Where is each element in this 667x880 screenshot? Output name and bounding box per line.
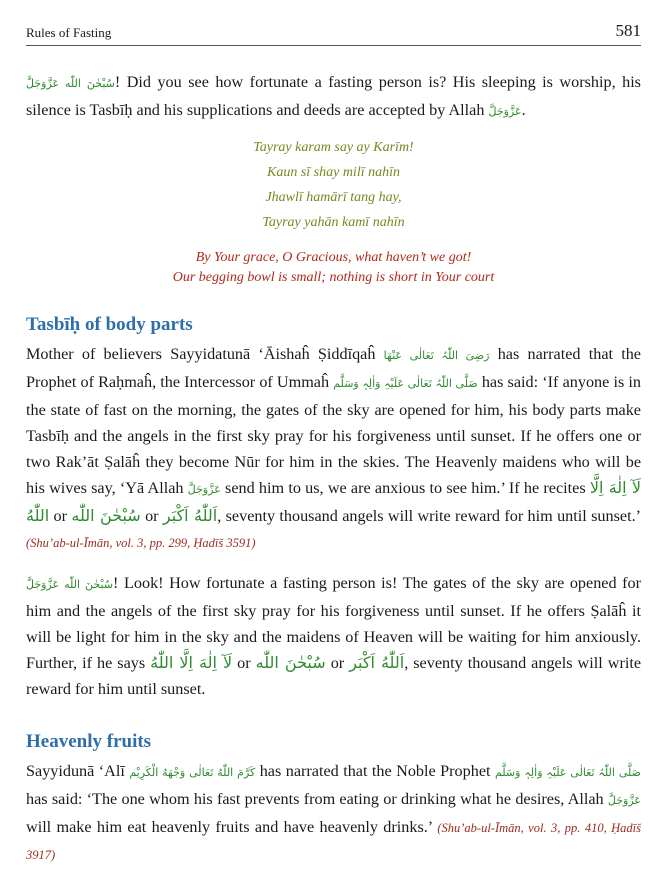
arabic-phrase: عَزَّوَجَلَّ [607,794,641,807]
arabic-phrase: كَرَّمَ اللّٰهُ تَعَالٰی وَجْهَهُ الْكَرِيْم [129,766,256,779]
arabic-phrase: سُبْحٰنَ اللّٰه عَزَّوَجَلَّ [26,578,114,591]
arabic-phrase: عَزَّوَجَلَّ [187,483,221,496]
hadith-reference: (Shu’ab-ul-Īmān, vol. 3, pp. 299, Ḥadīš 3591) [26,536,256,550]
hadith-reference: (Shu’ab-ul-Īmān, vol. 3, pp. 410, Ḥadīš 3917) [26,821,641,862]
poem-line: Tayray karam say ay Karīm! [253,140,414,155]
section-paragraph: Sayyidunā ‘Alī كَرَّمَ اللّٰهُ تَعَالٰی وَجْهَهُ الْكَرِيْم has narrated that the Noble Prophet صَلَّی اللّٰہُ تَعَالٰی عَلَیْہِ وَاٰلِہٖ وَسَلَّم has said: ‘The one whom his fast prevents from eating or drinking what he desires, Allah عَزَّوَجَلَّ will make him eat heavenly fruits and have heavenly drinks.’ (Shu’ab-ul-Īmān, vol. 3, pp. 410, Ḥadīš 3917) [26,762,641,862]
arabic-phrase: صَلَّی اللّٰہُ تَعَالٰی عَلَیْہِ وَاٰلِہٖ وَسَلَّم [494,766,641,779]
arabic-phrase: صَلَّی اللّٰہُ تَعَالٰی عَلَیْہِ وَاٰلِہٖ وَسَلَّم [333,377,478,390]
poem-line: Tayray yahān kamī nahīn [262,215,405,230]
arabic-phrase: لَآ اِلٰهَ اِلَّا اللّٰهُ [26,478,641,525]
translation-line: By Your grace, O Gracious, what haven’t we got! [195,250,472,265]
arabic-phrase: عَزَّوَجَلَّ [488,105,522,118]
section-heading: Heavenly fruits [26,731,152,752]
arabic-phrase: رَضِیَ اللّٰہُ تَعَالٰی عَنْھَا [383,349,490,362]
arabic-phrase: سُبْحٰنَ اللّٰه [255,653,326,672]
arabic-phrase: لَآ اِلٰهَ اِلَّا اللّٰهُ [150,653,233,672]
reflection-paragraph: سُبْحٰنَ اللّٰه عَزَّوَجَلَّ! Look! How fortunate a fasting person is! The gates of the sky are opened for him and the angels of the first sky pray for his forgiveness until sunset. If he offers Ṣalāĥ it will be light for him in the sky and the maidens of Heaven will be waiting for him anxiously. Further, if he says لَآ اِلٰهَ اِلَّا اللّٰهُ or سُبْحٰنَ اللّٰه or اَللّٰهُ اَكْبَر, seventy thousand angels will write reward for him until sunset. [26,574,642,698]
poem-line: Kaun sī shay milī nahīn [266,165,400,180]
translation-line: Our begging bowl is small; nothing is short in Your court [172,270,495,285]
poem [26,135,641,235]
arabic-phrase: اَللّٰهُ اَكْبَر [162,506,218,525]
arabic-phrase: اَللّٰهُ اَكْبَر [349,653,405,672]
arabic-phrase: سُبْحٰنَ اللّٰه عَزَّوَجَلَّ [26,77,115,90]
intro-paragraph: سُبْحٰنَ اللّٰه عَزَّوَجَلَّ! Did you see how fortunate a fasting person is? His sleeping is worship, his silence is Tasbīḥ and his supplications and deeds are accepted by Allah عَزَّوَجَلَّ. [26,73,641,119]
poem-line: Jhawlī hamārī tang hay, [265,190,402,205]
arabic-phrase: سُبْحٰنَ اللّٰه [71,506,141,525]
section-paragraph: Mother of believers Sayyidatunā ‘Āishaĥ Ṣiddīqaĥ رَضِیَ اللّٰہُ تَعَالٰی عَنْھَا has narrated that the Prophet of Raḥmaĥ, the Intercessor of Ummaĥ صَلَّی اللّٰہُ تَعَالٰی عَلَیْہِ وَاٰلِہٖ وَسَلَّم has said: ‘If anyone is in the state of fast on the morning, the gates of the sky are opened for him, his body parts make Tasbīḥ and the angels in the first sky pray for his forgiveness until sunset. If he offers one or two Rak’āt Ṣalāĥ they become Nūr for him in the skies. The Heavenly maidens who will be his wives say, ‘Yā Allah عَزَّوَجَلَّ send him to us, we are anxious to see him.’ If he recites لَآ اِلٰهَ اِلَّا اللّٰهُ or سُبْحٰنَ اللّٰه or اَللّٰهُ اَكْبَر, seventy thousand angels will write reward for him until sunset.’ (Shu’ab-ul-Īmān, vol. 3, pp. 299, Ḥadīš 3591) [26,345,642,550]
page-number: 581 [615,21,641,40]
running-header [26,0,641,46]
section-heading: Tasbīḥ of body parts [26,314,193,335]
header-title: Rules of Fasting [26,25,112,40]
poem-translation [26,248,641,288]
